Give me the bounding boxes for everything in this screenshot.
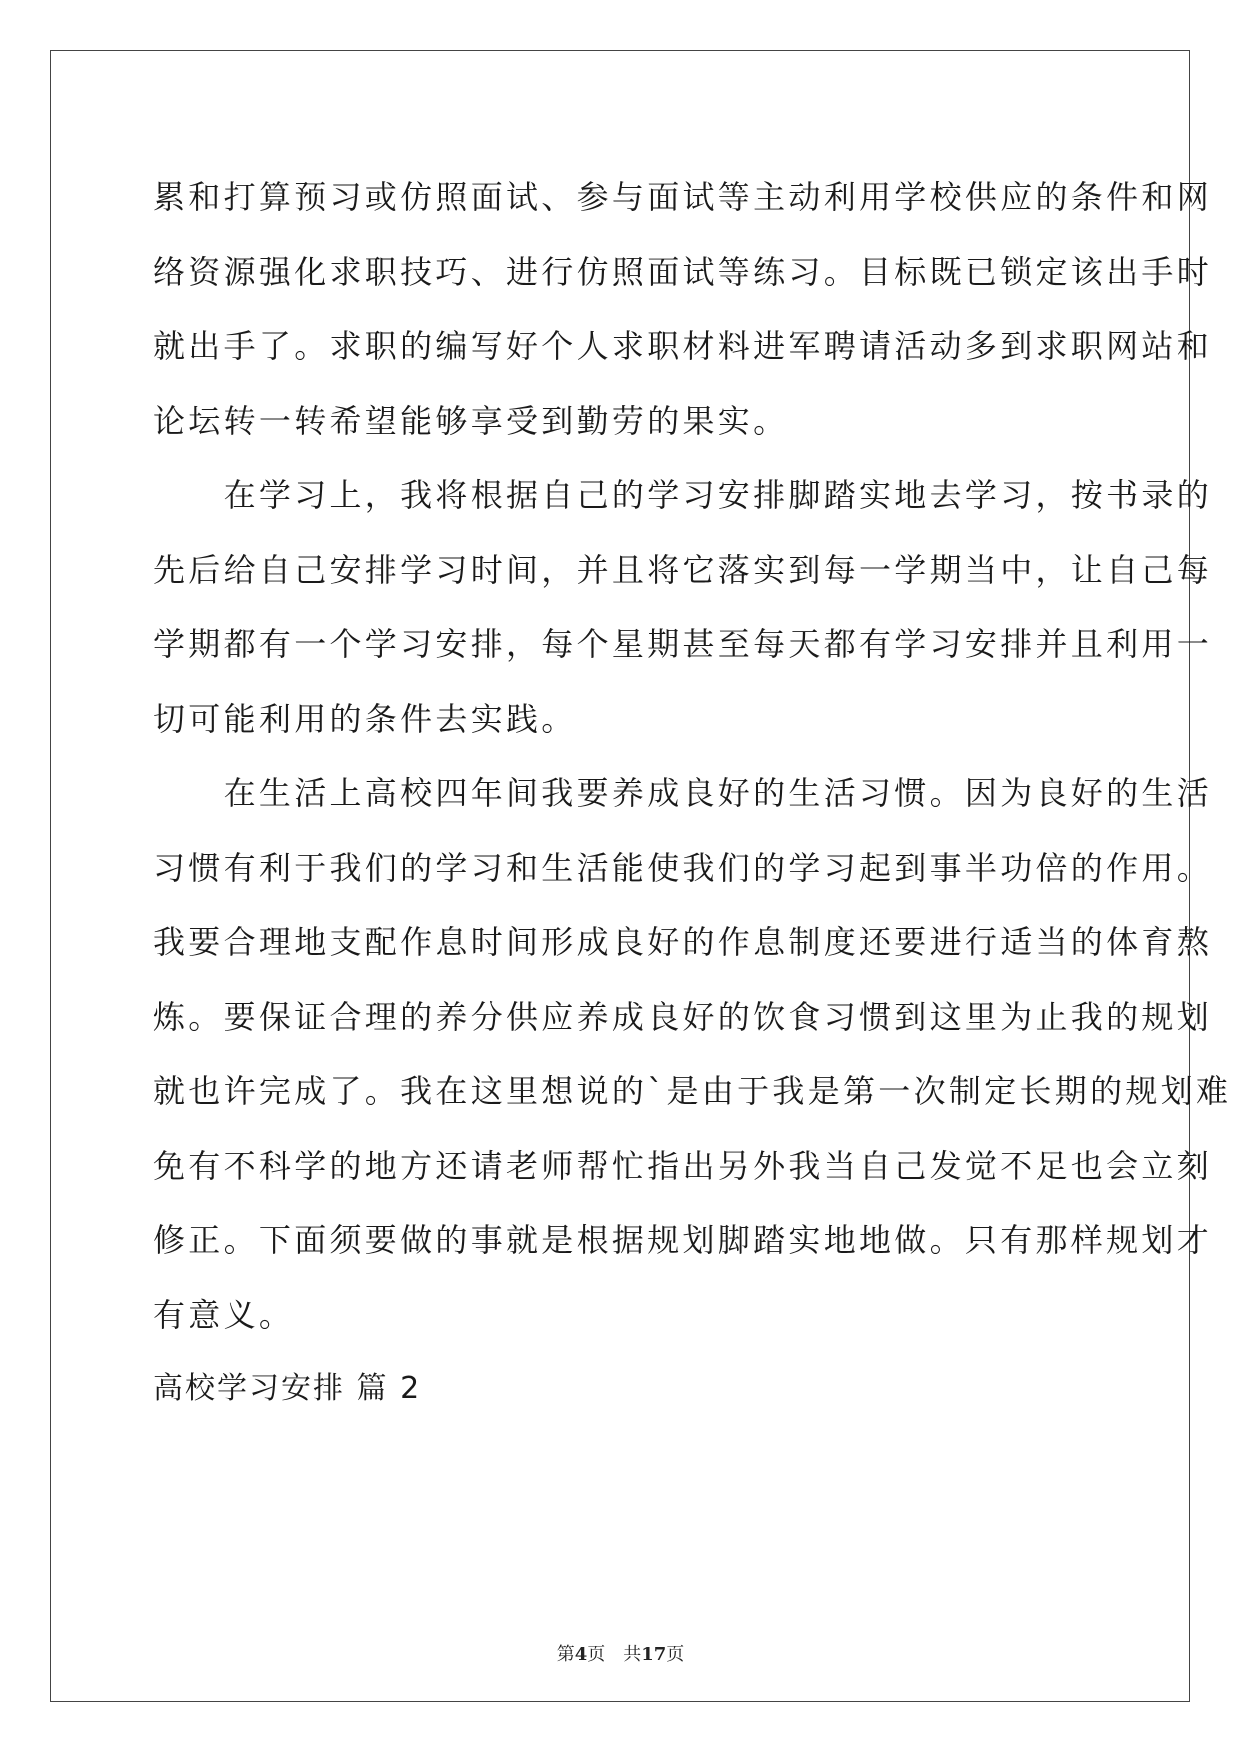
text-line-16: 有意义。 xyxy=(153,1295,295,1334)
page-footer xyxy=(0,1640,1241,1666)
text-line-12: 炼。要保证合理的养分供应养成良好的饮食习惯到这里为止我的规划 xyxy=(153,997,1213,1036)
total-page-number: 17 xyxy=(641,1644,667,1665)
text-line-9: 在生活上高校四年间我要养成良好的生活习惯。因为良好的生活 xyxy=(153,774,1213,812)
text-line-4: 论坛转一转希望能够享受到勤劳的果实。 xyxy=(153,401,789,440)
page-suffix: 页 xyxy=(666,1644,685,1665)
text-line-11: 我要合理地支配作息时间形成良好的作息制度还要进行适当的体育熬 xyxy=(153,923,1213,961)
page-prefix: 第 xyxy=(556,1644,575,1665)
text-line-6: 先后给自己安排学习时间，并且将它落实到每一学期当中，让自己每 xyxy=(153,550,1213,589)
current-page-number: 4 xyxy=(574,1644,588,1665)
text-line-5: 在学习上，我将根据自己的学习安排脚踏实地去学习，按书录的 xyxy=(153,476,1213,514)
text-line-14: 免有不科学的地方还请老师帮忙指出另外我当自己发觉不足也会立刻 xyxy=(153,1146,1213,1185)
page-mid: 页 共 xyxy=(587,1644,642,1665)
text-line-15: 修正。下面须要做的事就是根据规划脚踏实地地做。只有那样规划才 xyxy=(153,1221,1213,1259)
document-body xyxy=(153,160,1232,1427)
text-line-2: 络资源强化求职技巧、进行仿照面试等练习。目标既已锁定该出手时 xyxy=(153,252,1213,291)
text-line-1: 累和打算预习或仿照面试、参与面试等主动利用学校供应的条件和网 xyxy=(153,178,1213,216)
text-line-7: 学期都有一个学习安排，每个星期甚至每天都有学习安排并且利用一 xyxy=(153,625,1213,663)
text-line-8: 切可能利用的条件去实践。 xyxy=(153,699,577,738)
text-line-10: 习惯有利于我们的学习和生活能使我们的学习起到事半功倍的作用。 xyxy=(153,848,1213,887)
text-line-13: 就也许完成了。我在这里想说的`是由于我是第一次制定长期的规划难 xyxy=(153,1072,1232,1110)
section-heading: 高校学习安排 篇 2 xyxy=(153,1371,422,1406)
text-line-3: 就出手了。求职的编写好个人求职材料进军聘请活动多到求职网站和 xyxy=(153,327,1213,365)
